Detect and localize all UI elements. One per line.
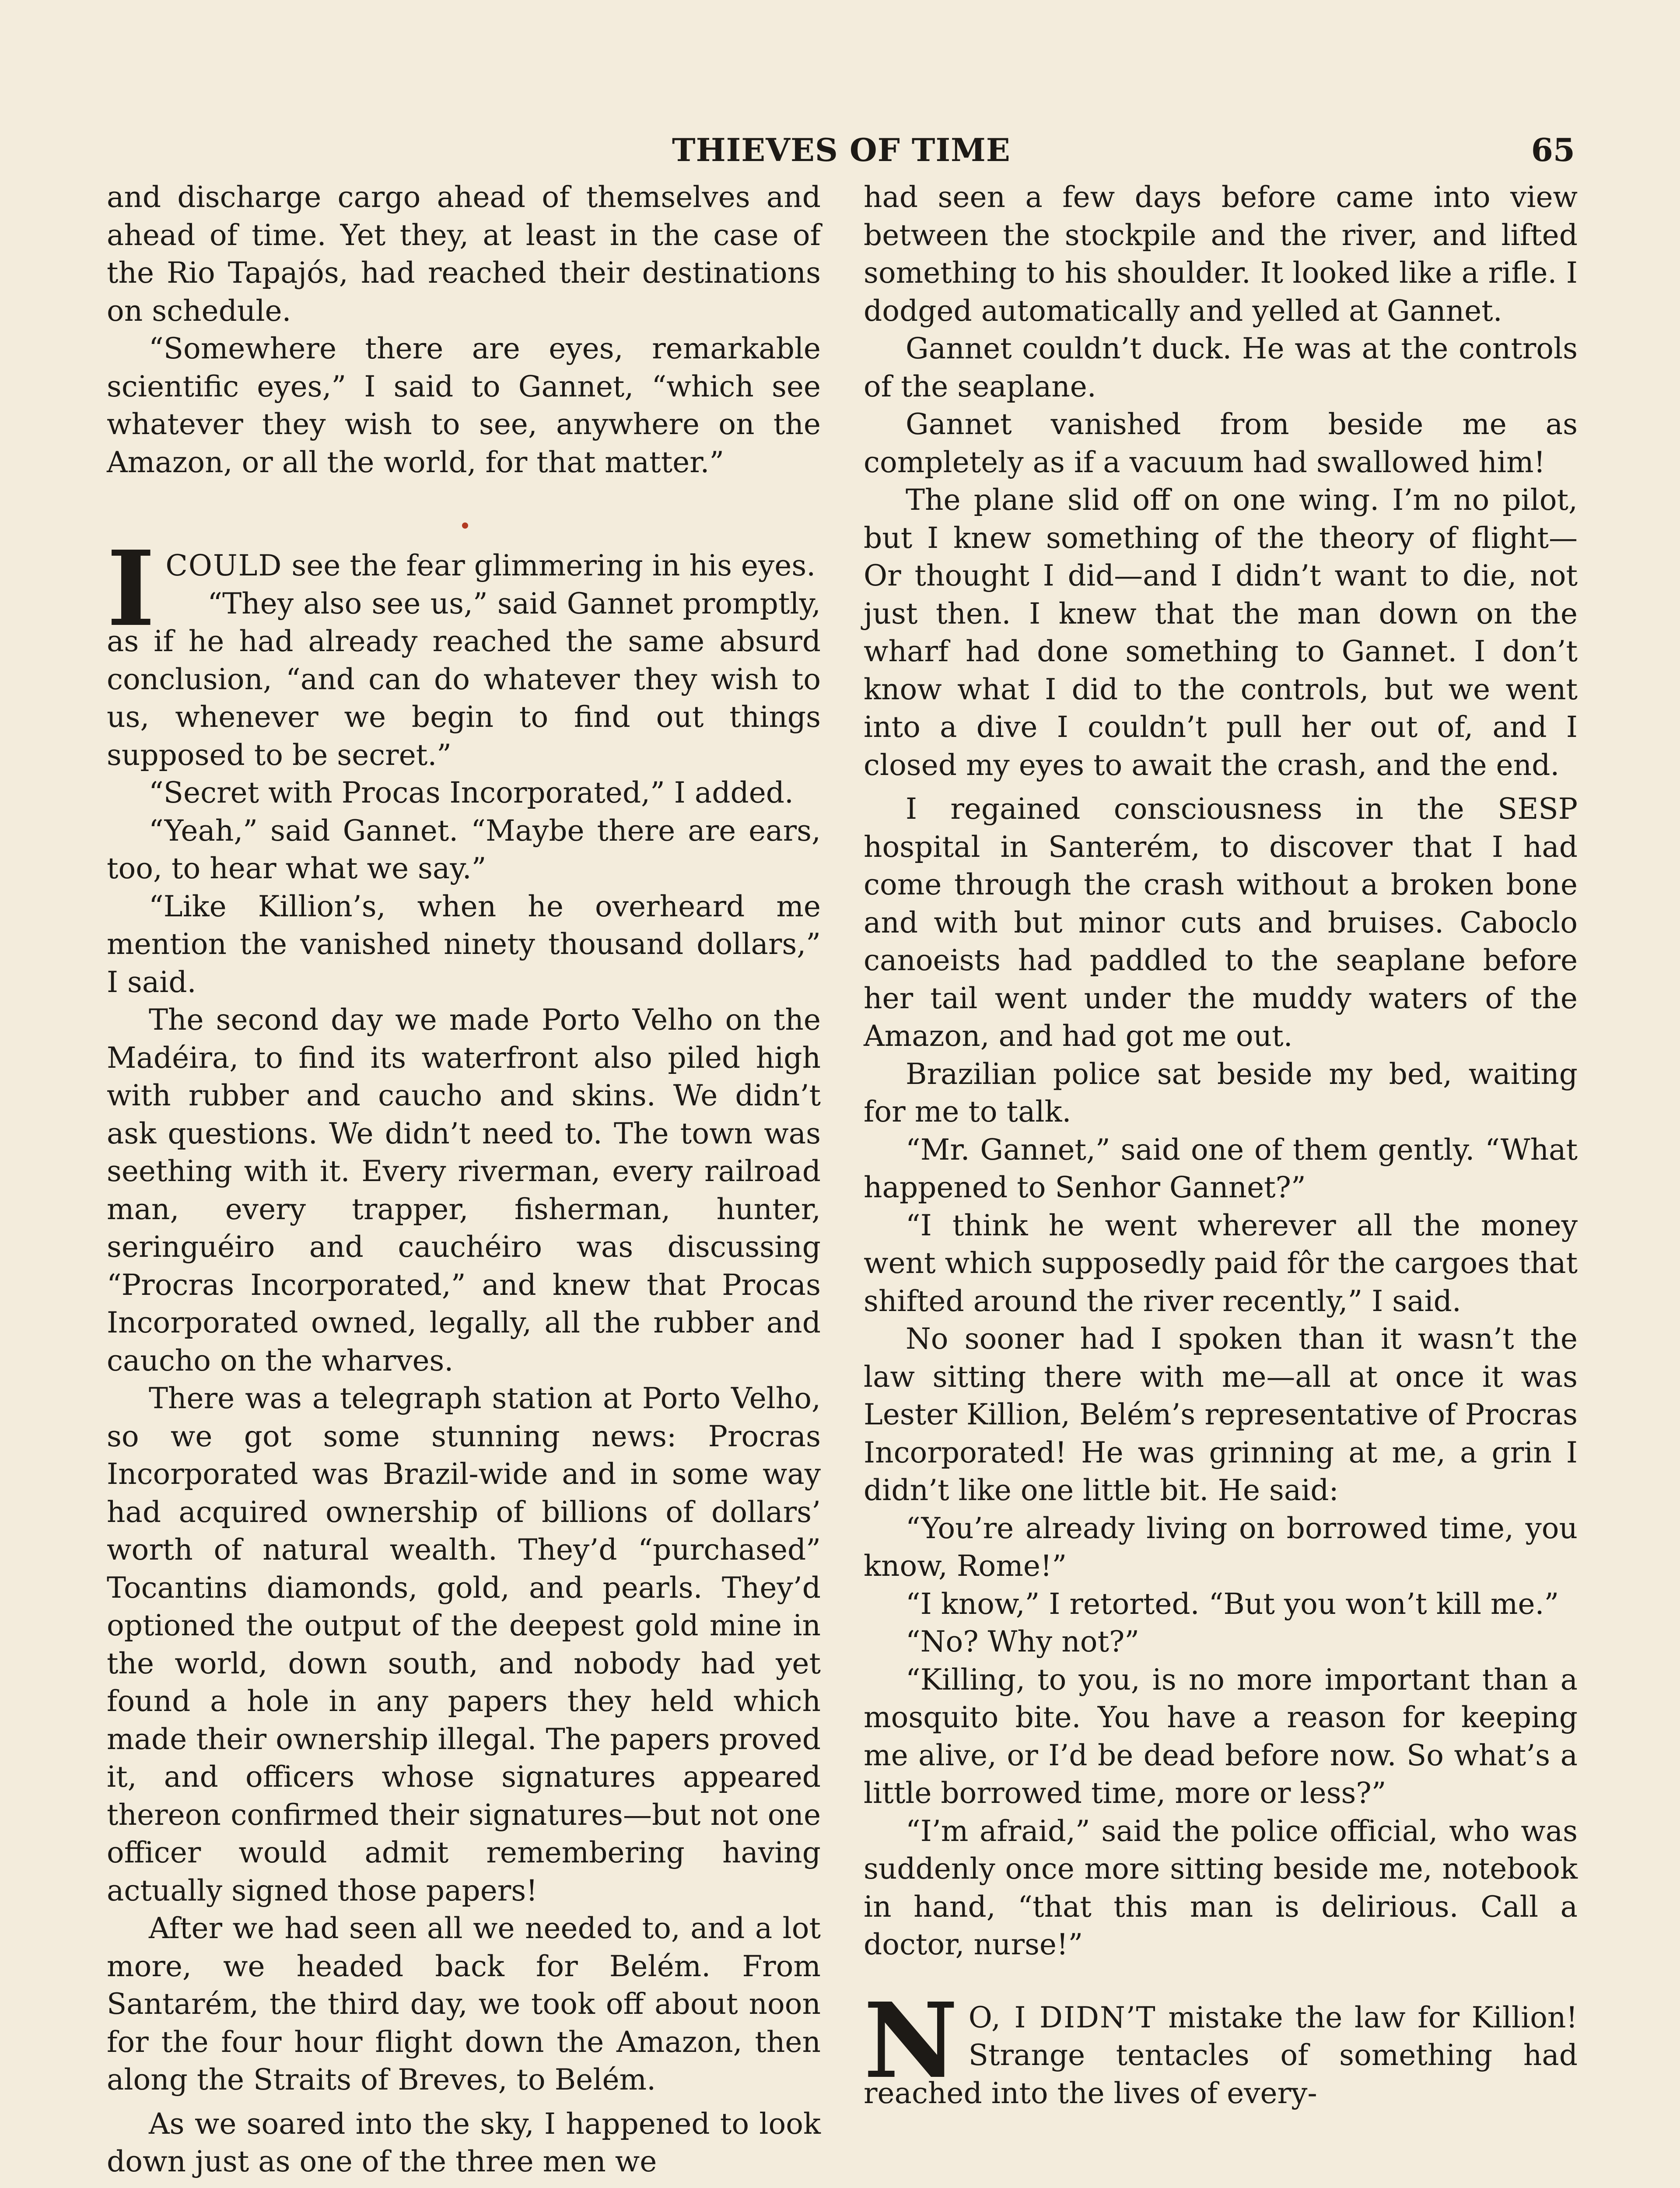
paragraph: and discharge cargo ahead of themselves and ahead of time. Yet they, at least in the case of the Rio Tapajós, had reached their destinations on schedule. xyxy=(107,180,821,328)
paragraph: “Yeah,” said Gannet. “Maybe there are ears, too, to hear what we say.” xyxy=(107,813,821,885)
dropcap-paragraph xyxy=(107,528,821,649)
left-column xyxy=(107,179,821,2188)
drop-cap-letter: I xyxy=(107,528,155,649)
lead-in-caps: O, I DIDN’T xyxy=(968,2000,1156,2034)
paragraph: After we had seen all we needed to, and a lot more, we headed back for Belém. From Santarém, the third day, we took off about noon for the four hour flight down the Amazon, then along the Straits of Breves, to Belém. xyxy=(107,1911,821,2097)
paragraph: “Secret with Procas Incorporated,” I added. xyxy=(149,776,794,810)
paragraph: “Like Killion’s, when he overheard me mention the vanished ninety thousand dollars,” I said. xyxy=(107,889,821,999)
paragraph: Gannet couldn’t duck. He was at the controls of the seaplane. xyxy=(864,332,1578,403)
paragraph: “They also see us,” said Gannet promptly, as if he had already reached the same absurd conclusion, “and can do whatever they wish to us, whenever we begin to find out things supposed to be secret.” xyxy=(107,586,821,772)
paragraph-text: mistake the law for Killion! Strange tentacles of something had reached into the lives of every- xyxy=(864,2000,1578,2110)
paragraph: I regained consciousness in the SESP hospital in Santerém, to discover that I had come through the crash without a broken bone and with but minor cuts and bruises. Caboclo canoeists had paddled to the seaplane before her tail went under the muddy waters of the Amazon, and had got me out. xyxy=(864,792,1578,1053)
paragraph: The second day we made Porto Velho on the Madéira, to find its waterfront also piled high with rubber and caucho and skins. We didn’t ask questions. We didn’t need to. The town was seething with it. Every riverman, every railroad man, every trapper, fisherman, hunter, seringuéiro and cauchéiro was discussing “Procras Incorporated,” and knew that Procas Incorporated owned, legally, all the rubber and caucho on the wharves. xyxy=(107,1003,821,1378)
paragraph: The plane slid off on one wing. I’m no pilot, but I knew something of the theory of flight— Or thought I did—and I didn’t want to die, not just then. I knew that the man down on the wharf had done something to Gannet. I don’t know what I did to the controls, but we went into a dive I couldn’t pull her out of, and I closed my eyes to await the crash, and the end. xyxy=(864,483,1578,782)
paragraph: “No? Why not?” xyxy=(906,1625,1140,1659)
drop-cap-letter: N xyxy=(864,1979,958,2101)
paragraph: “Somewhere there are eyes, remarkable scientific eyes,” I said to Gannet, “which see whatever they wish to see, anywhere on the Amazon, or all the world, for that matter.” xyxy=(107,332,821,479)
paragraph: “You’re already living on borrowed time, you know, Rome!” xyxy=(864,1511,1578,1583)
paragraph: “I think he went wherever all the money went which supposedly paid fôr the cargoes that shifted around the river recently,” I said. xyxy=(864,1208,1578,1318)
paragraph: “I’m afraid,” said the police official, who was suddenly once more sitting beside me, notebook in hand, “that this man is delirious. Call a doctor, nurse!” xyxy=(864,1814,1578,1961)
right-column xyxy=(864,179,1578,2188)
paragraph-text: see the fear glimmering in his eyes. xyxy=(282,549,816,582)
paragraph: “Killing, to you, is no more important than a mosquito bite. You have a reason for keeping me alive, or I’d be dead before now. So what’s a little borrowed time, more or less?” xyxy=(864,1662,1578,1810)
paragraph: Gannet vanished from beside me as completely as if a vacuum had swallowed him! xyxy=(864,407,1578,479)
running-title: THIEVES OF TIME xyxy=(672,131,1011,168)
page-number: 65 xyxy=(1531,131,1575,168)
paragraph: As we soared into the sky, I happened to look down just as one of the three men we xyxy=(107,2107,821,2178)
paragraph: “I know,” I retorted. “But you won’t kill me.” xyxy=(906,1587,1559,1621)
paragraph: Brazilian police sat beside my bed, waiting for me to talk. xyxy=(864,1057,1578,1129)
lead-in-caps: COULD xyxy=(165,549,283,582)
paragraph: No sooner had I spoken than it wasn’t the law sitting there with me—all at once it was Lester Killion, Belém’s representative of Procras Incorporated! He was grinning at me, a grin I didn’t like one little bit. He said: xyxy=(864,1322,1578,1507)
paragraph: There was a telegraph station at Porto Velho, so we got some stunning news: Procras Incorporated was Brazil-wide and in some way had acquired ownership of billions of dollars’ worth of natural wealth. They’d “purchased” Tocantins diamonds, gold, and pearls. They’d optioned the output of the deepest gold mine in the world, down south, and nobody had yet found a hole in any papers they held which made their ownership illegal. The papers proved it, and officers whose signatures appeared thereon confirmed their signatures—but not one officer would admit remembering having actually signed those papers! xyxy=(107,1382,821,1907)
paragraph: had seen a few days before came into view between the stockpile and the river, and lifted something to his shoulder. It looked like a rifle. I dodged automatically and yelled at Gannet. xyxy=(864,180,1578,328)
page-header xyxy=(107,131,1575,175)
dropcap-paragraph xyxy=(864,1979,1578,2113)
paragraph: “Mr. Gannet,” said one of them gently. “What happened to Senhor Gannet?” xyxy=(864,1133,1578,1204)
